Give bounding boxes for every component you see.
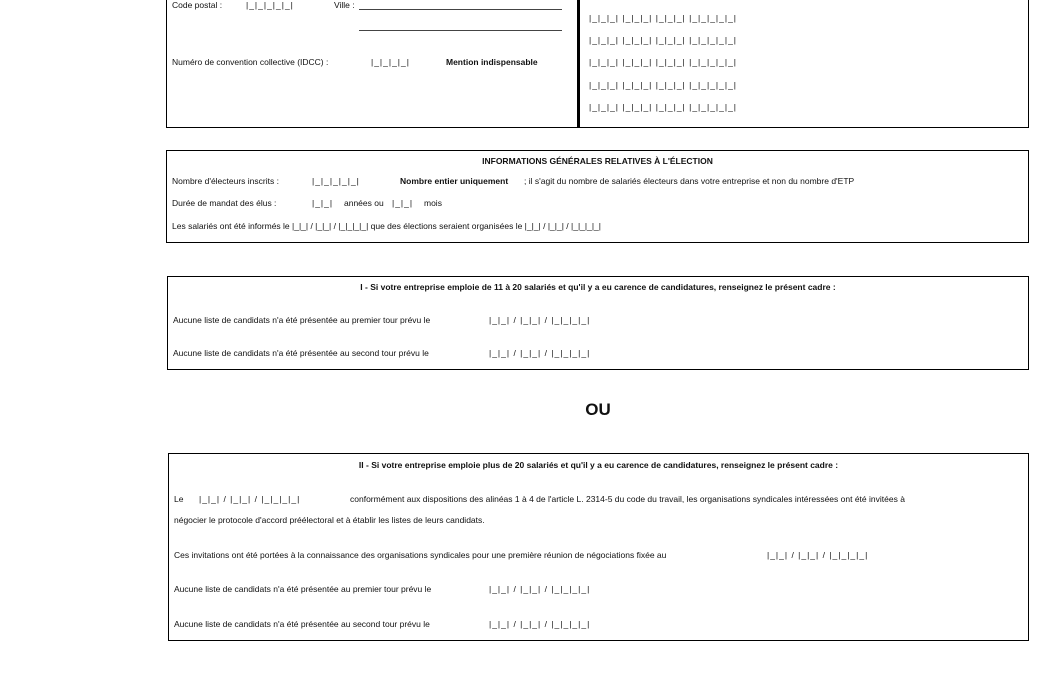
right-row-1[interactable]: |_|_|_| |_|_|_| |_|_|_| |_|_|_|_|_| [589,13,738,23]
right-row-5[interactable]: |_|_|_| |_|_|_| |_|_|_| |_|_|_|_|_| [589,102,738,112]
right-row-2[interactable]: |_|_|_| |_|_|_| |_|_|_| |_|_|_|_|_| [589,35,738,45]
general-info-title: INFORMATIONS GÉNÉRALES RELATIVES À L'ÉLECTION [482,156,713,166]
informed-text[interactable]: Les salariés ont été informés le |_|_| / |_|_| / |_|_|_|_| que des élections seraient organisées le |_|_| / |_|_| / |_|_|_|_| [172,221,601,231]
section-two-first-round-date[interactable]: |_|_| / |_|_| / |_|_|_|_| [489,584,591,594]
section-two-le-date[interactable]: |_|_| / |_|_| / |_|_|_|_| [199,494,301,504]
section-two-first-round-label: Aucune liste de candidats n'a été présentée au premier tour prévu le [174,584,432,594]
electors-note-bold: Nombre entier uniquement [400,176,509,186]
right-row-4[interactable]: |_|_|_| |_|_|_| |_|_|_| |_|_|_|_|_| [589,80,738,90]
idcc-mention: Mention indispensable [446,57,538,67]
section-two-invitation-text: Ces invitations ont été portées à la connaissance des organisations syndicales pour une première réunion de négociations fixée au [174,550,667,560]
section-one-title: I - Si votre entreprise emploie de 11 à 20 salariés et qu'il y a eu carence de candidatures, renseignez le présent cadre : [360,282,836,292]
right-row-3[interactable]: |_|_|_| |_|_|_| |_|_|_| |_|_|_|_|_| [589,57,738,67]
section-two-second-round-label: Aucune liste de candidats n'a été présentée au second tour prévu le [174,619,430,629]
city-line-1[interactable] [359,9,562,10]
postal-label: Code postal : [172,0,223,10]
section-two-title: II - Si votre entreprise emploie plus de 20 salariés et qu'il y a eu carence de candidatures, renseignez le présent cadre : [358,460,839,470]
city-line-2[interactable] [359,30,562,31]
section-one-first-round-date[interactable]: |_|_| / |_|_| / |_|_|_|_| [489,315,591,325]
section-one-first-round-label: Aucune liste de candidats n'a été présentée au premier tour prévu le [173,315,431,325]
section-two-le-label: Le [174,494,184,504]
electors-label: Nombre d'électeurs inscrits : [172,176,279,186]
idcc-label: Numéro de convention collective (IDCC) : [172,57,329,67]
section-one-second-round-label: Aucune liste de candidats n'a été présentée au second tour prévu le [173,348,429,358]
section-one-second-round-date[interactable]: |_|_| / |_|_| / |_|_|_|_| [489,348,591,358]
mandate-months-field[interactable]: |_|_| [392,198,414,208]
electors-note: ; il s'agit du nombre de salariés électeurs dans votre entreprise et non du nombre d'ETP [524,176,855,186]
ou-separator: OU [585,400,611,419]
idcc-field[interactable]: |_|_|_|_| [371,57,410,67]
postal-field[interactable]: |_|_|_|_|_| [246,0,294,10]
section-two-invitation-date[interactable]: |_|_| / |_|_| / |_|_|_|_| [767,550,869,560]
mandate-months-text: mois [424,198,442,208]
mandate-years-field[interactable]: |_|_| [312,198,334,208]
section-two-conform-text: conformément aux dispositions des alinéas 1 à 4 de l'article L. 2314-5 du code du travail, les organisations syndicales intéressées ont été invitées à [350,494,905,504]
section-two-conform-text-2: négocier le protocole d'accord préélectoral et à établir les listes de leurs candidats. [174,515,485,525]
section-two-second-round-date[interactable]: |_|_| / |_|_| / |_|_|_|_| [489,619,591,629]
mandate-label: Durée de mandat des élus : [172,198,277,208]
mandate-years-text: années ou [344,198,384,208]
electors-field[interactable]: |_|_|_|_|_| [312,176,360,186]
city-label: Ville : [334,0,355,10]
section-two-box [168,453,1029,641]
